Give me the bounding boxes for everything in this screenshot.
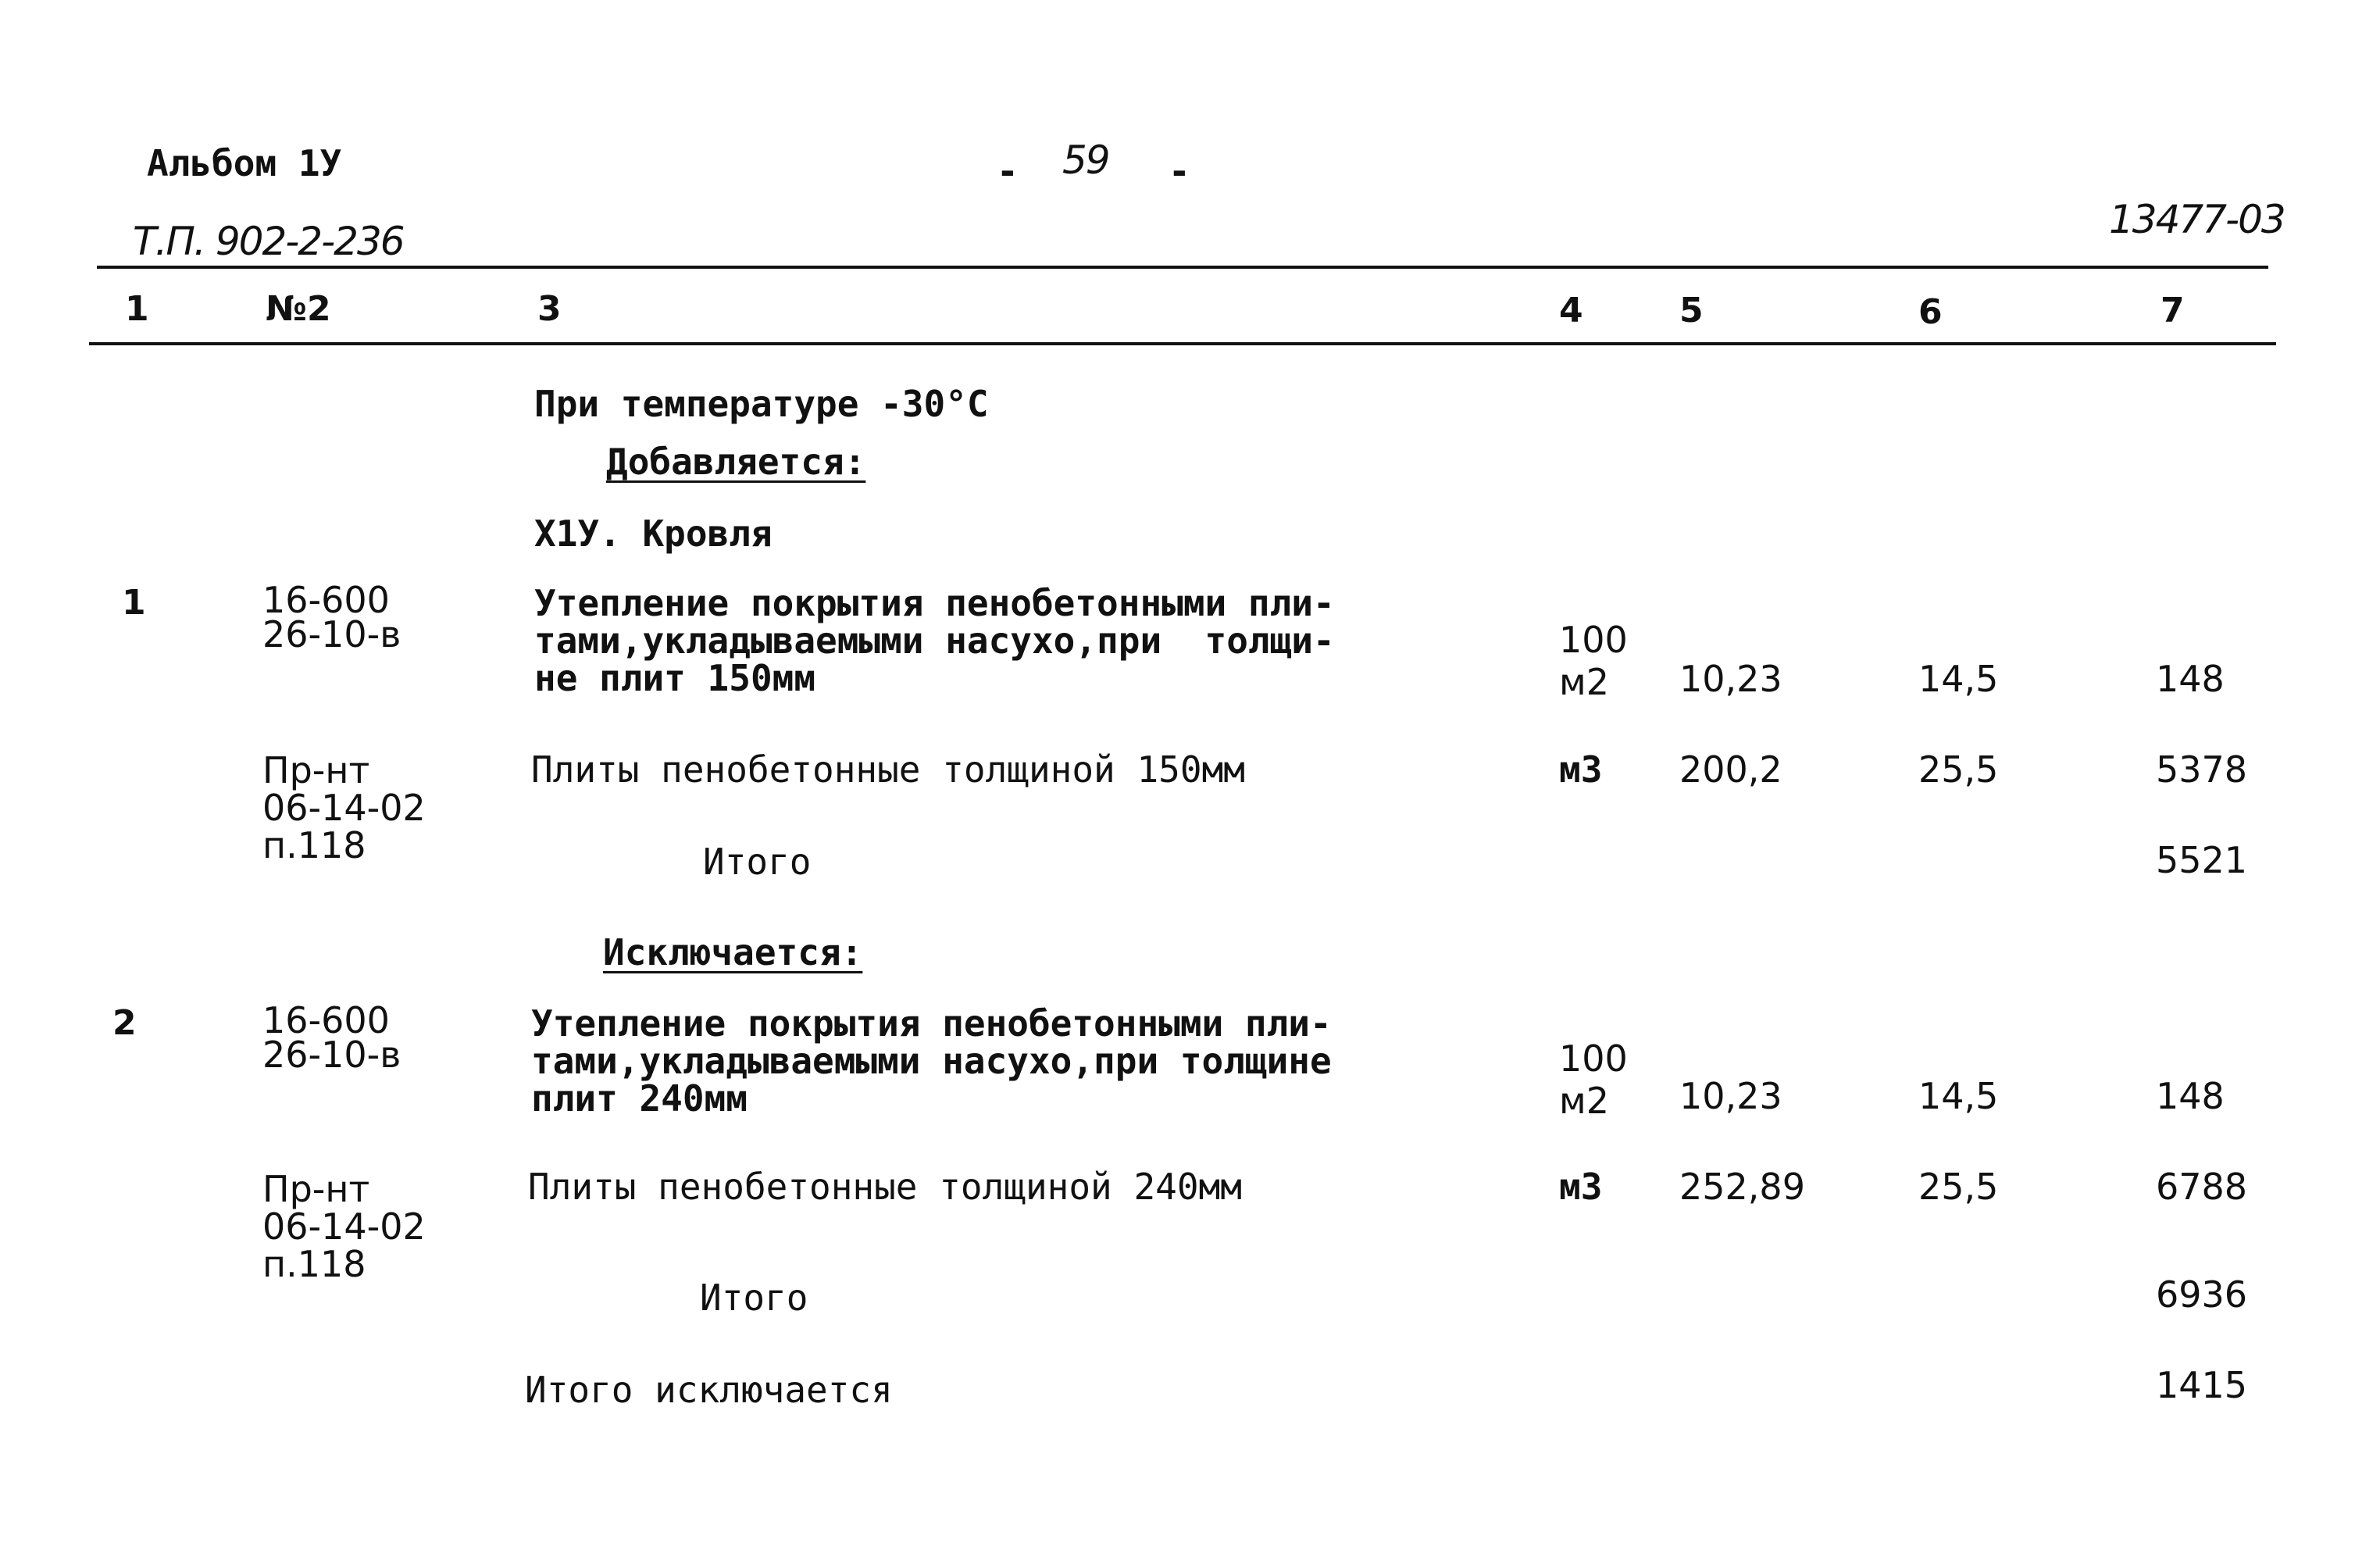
archive-code: 13477-03	[2109, 197, 2285, 242]
row-2-itogo-value: 6936	[2156, 1273, 2248, 1316]
condition-heading: При температуре -30°С	[534, 383, 989, 425]
row-1-itogo-value: 5521	[2156, 839, 2248, 881]
col-header-4: 4	[1559, 291, 1583, 330]
row-2-material-total: 6788	[2156, 1166, 2248, 1208]
row-1-total: 148	[2156, 658, 2225, 700]
row-2-itogo-label: Итого	[700, 1277, 808, 1319]
row-2-number: 2	[112, 1003, 137, 1043]
header-bottom-rule	[89, 342, 2276, 345]
row-2-material-code: Пр-нт 06-14-02 п.118	[262, 1168, 426, 1285]
row-1-material-total: 5378	[2156, 748, 2248, 791]
row-2-code: 16-600 26-10-в	[262, 999, 401, 1076]
total-excluded-value: 1415	[2156, 1364, 2248, 1406]
col-header-3: 3	[537, 289, 562, 329]
row-2-unit: 100 м2	[1559, 1038, 1628, 1122]
project-code: Т.П. 902-2-236	[133, 219, 404, 264]
row-2-total: 148	[2156, 1075, 2225, 1117]
col-header-2: №2	[266, 289, 331, 329]
row-1-material-unit: м3	[1559, 748, 1603, 791]
album-label: Альбом 1У	[147, 142, 342, 184]
row-1-material-qty: 200,2	[1679, 748, 1782, 791]
row-2-qty: 10,23	[1679, 1075, 1782, 1117]
row-2-price: 14,5	[1918, 1075, 1999, 1117]
row-1-itogo-label: Итого	[703, 841, 812, 883]
col-header-6: 6	[1918, 292, 1943, 332]
page-number: 59	[1062, 138, 1109, 183]
row-2-description: Утепление покрытия пенобетонными пли- тами,укладываемыми насухо,при толщине плит 240мм	[531, 1002, 1332, 1120]
row-2-material-qty: 252,89	[1679, 1166, 1805, 1208]
row-1-number: 1	[122, 583, 146, 623]
col-header-1: 1	[125, 289, 149, 329]
excluded-heading: Исключается:	[603, 931, 863, 973]
col-header-7: 7	[2161, 291, 2185, 330]
row-1-qty: 10,23	[1679, 658, 1782, 700]
page-dash-left: -	[997, 150, 1019, 192]
row-1-description: Утепление покрытия пенобетонными пли- тами,укладываемыми насухо,при толщи- не плит 150мм	[534, 582, 1335, 699]
header-top-rule	[97, 266, 2268, 269]
page-dash-right: -	[1169, 150, 1190, 192]
row-1-price: 14,5	[1918, 658, 1999, 700]
row-1-material-code: Пр-нт 06-14-02 п.118	[262, 749, 426, 866]
row-2-material-desc: Плиты пенобетонные толщиной 240мм	[528, 1166, 1242, 1208]
row-1-material-desc: Плиты пенобетонные толщиной 150мм	[531, 748, 1245, 791]
total-excluded-label: Итого исключается	[525, 1369, 893, 1411]
row-1-unit: 100 м2	[1559, 619, 1628, 703]
row-2-material-price: 25,5	[1918, 1166, 1999, 1208]
row-1-material-price: 25,5	[1918, 748, 1999, 791]
col-header-5: 5	[1679, 291, 1704, 330]
row-2-material-unit: м3	[1559, 1166, 1603, 1208]
row-1-code: 16-600 26-10-в	[262, 579, 401, 655]
added-heading: Добавляется:	[606, 441, 866, 483]
chapter-heading: Х1У. Кровля	[534, 512, 773, 555]
